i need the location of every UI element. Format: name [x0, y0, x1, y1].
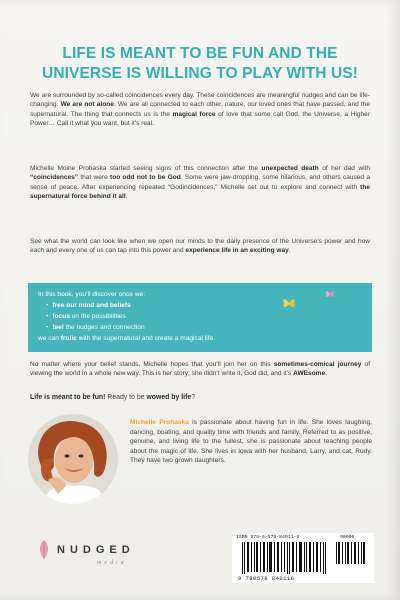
headline [30, 44, 370, 84]
pink-butterfly-icon [325, 289, 335, 299]
text-run: ? [191, 394, 196, 401]
bold-run: AWEsome [293, 370, 326, 378]
text-run: of her dad with [318, 165, 370, 172]
text-run: . We are all connected to each other, nature, our loved ones that have passed, and the supernatural. The thing that connects us is the [30, 101, 370, 118]
text-run: Michelle Moine Prohaska started seeing signs of this connection after the [30, 165, 262, 172]
text-run: of viewing the world in a whole new way. This is her story; she didn’t write it, God did, and it’s [30, 361, 371, 378]
barcode-bars [232, 542, 374, 574]
author-portrait-illustration [28, 414, 118, 504]
text-run: on the possibilities [69, 313, 126, 320]
text-run: Ready to be [105, 394, 147, 401]
price-code: 90000 [340, 535, 355, 540]
text-run: No matter where your belief stands, Michelle hopes that you’ll join her on this [30, 361, 274, 368]
bold-run: sometimes-comical journey [273, 361, 362, 368]
barcode-block [232, 533, 374, 583]
bold-run: wowed by life [146, 394, 192, 401]
text-run: that were [78, 174, 111, 182]
publisher-subtitle: media [97, 560, 127, 566]
isbn-label: ISBN 978-0-578-84011-6 [236, 535, 300, 540]
bold-run: frolic [60, 335, 77, 342]
discover-intro: In this book, you’ll discover once we: [38, 291, 146, 298]
invite-paragraph [30, 237, 370, 256]
discover-list [46, 300, 362, 333]
text-run: . [325, 370, 327, 378]
author-name: Michelle Prohaska [130, 419, 189, 426]
bold-run: the supernatural force behind it all [30, 183, 370, 201]
author-bio [130, 418, 372, 466]
bold-run: magical force [172, 110, 216, 118]
text-run: See what the world can look like when we open our minds to the daily presence of the Universe’s power and how each and every one of us can tap into this power and [30, 238, 370, 255]
text-run: . [288, 247, 291, 255]
text-run: is passionate about having fun in life. She loves laughing, dancing, boating, and quality time with friends and family. Referred to as positive, genuine, and living life to the fullest, she is passionate about teaching people about the magic of life. She lives in Iowa with her husband, Larry, and cat, Rudy. They have two grown daughters. [130, 419, 372, 465]
publisher-logo [37, 540, 187, 574]
list-item [46, 322, 362, 333]
bold-run: unexpected death [261, 165, 319, 172]
list-item [46, 311, 362, 322]
author-photo [28, 414, 118, 504]
yellow-butterfly-icon [282, 296, 296, 310]
intro-paragraph [30, 91, 370, 129]
bold-run: free our mind and beliefs [52, 302, 131, 309]
bold-run: focus [52, 313, 70, 320]
barcode-digits: 9 780578 840116 [238, 575, 295, 582]
text-run: . [125, 193, 128, 201]
story-paragraph [30, 164, 370, 202]
headline-line-1: LIFE IS MEANT TO BE FUN AND THE [62, 45, 338, 62]
text-run: . Some were jaw-dropping, some hilarious, and others caused a sense of peace. After experiencing repeated “Godincidences,” Michelle set out to explore and connect with [30, 174, 370, 191]
list-item [46, 300, 362, 311]
publisher-name: NUDGED [57, 544, 135, 556]
bold-run: feel [52, 324, 64, 331]
text-run: we can [38, 335, 61, 342]
discover-box [28, 283, 372, 352]
journey-paragraph [30, 360, 370, 379]
text-run: We are surrounded by so-called coincidences every day. These coincidences are meaningful nudges and can be life-changing. [30, 92, 370, 109]
feather-icon [37, 540, 51, 560]
headline-line-2: UNIVERSE IS WILLING TO PLAY WITH US! [42, 65, 358, 82]
text-run: with the supernatural and create a magical life. [76, 335, 216, 342]
text-run: of love that some call God, the Universe, a Higher Power… Call it what you want, but it’s real. [30, 110, 370, 128]
bold-run: Life is meant to be fun! [30, 394, 106, 401]
discover-outro [38, 333, 362, 344]
bold-run: too odd not to be God [110, 174, 181, 182]
text-run: the nudges and connection [63, 324, 145, 331]
bold-run: experience life in an exciting way [185, 247, 289, 255]
bold-run: “coincidences” [30, 174, 79, 182]
bold-run: We are not alone [60, 101, 114, 109]
tagline-paragraph [30, 393, 370, 402]
